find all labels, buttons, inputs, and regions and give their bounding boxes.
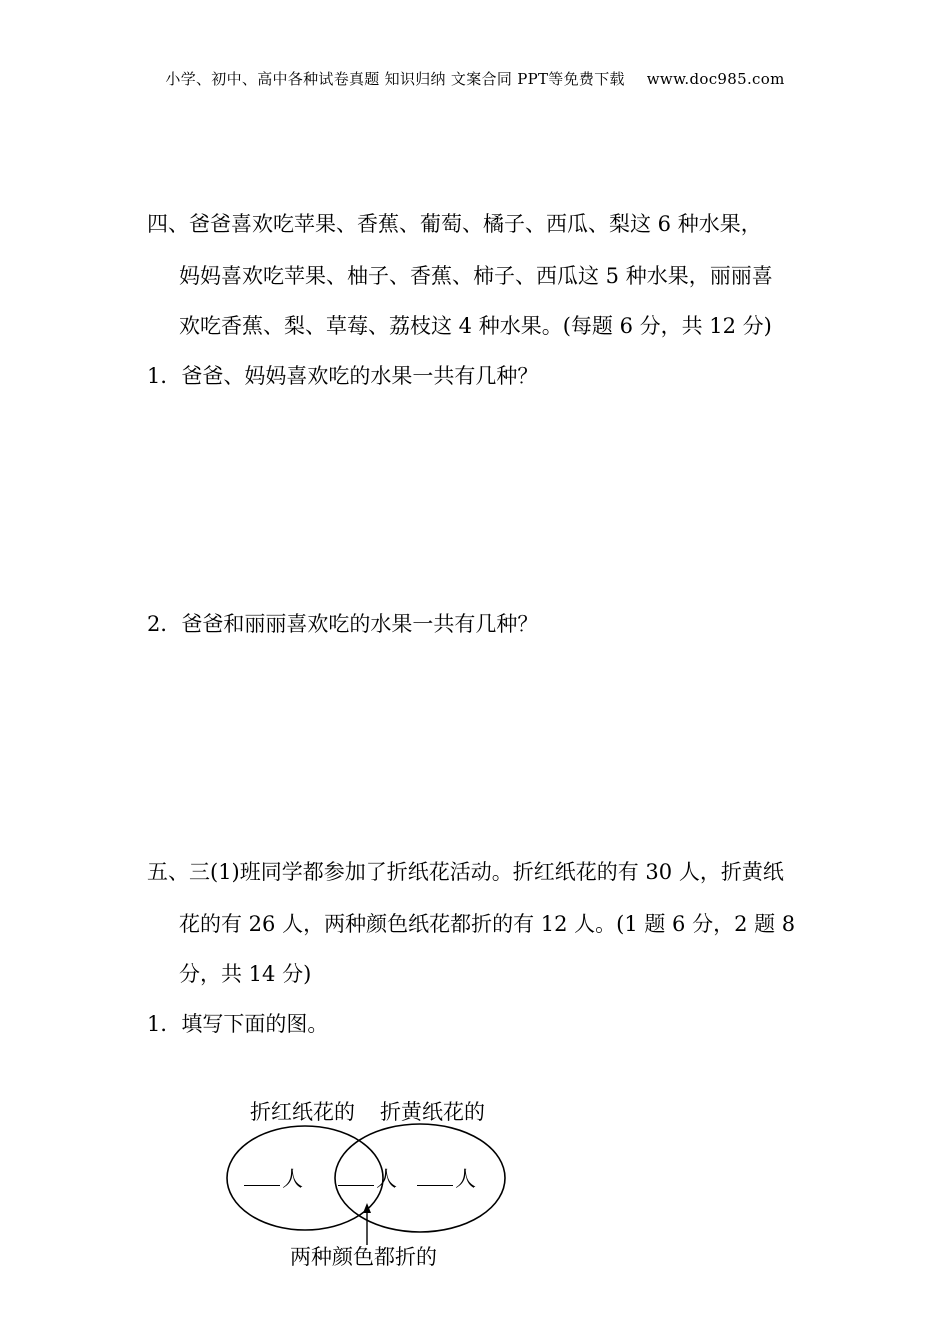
- section4-question-2: 2．爸爸和丽丽喜欢吃的水果一共有几种？: [147, 612, 539, 636]
- section4-line-1: 四、爸爸喜欢吃苹果、香蕉、葡萄、橘子、西瓜、梨这 6 种水果，: [147, 212, 762, 236]
- venn-left-blank[interactable]: [244, 1167, 280, 1186]
- venn-left-region[interactable]: [244, 1167, 303, 1190]
- header-site: www.doc985.com: [646, 70, 785, 88]
- section4-question-1: 1．爸爸、妈妈喜欢吃的水果一共有几种？: [147, 364, 539, 388]
- venn-middle-region[interactable]: [338, 1167, 397, 1190]
- section5-line-2: 花的有 26 人，两种颜色纸花都折的有 12 人。(1 题 6 分，2 题 8: [179, 912, 796, 936]
- venn-left-title: 折红纸花的: [250, 1100, 355, 1124]
- section4-line-2: 妈妈喜欢吃苹果、柚子、香蕉、柿子、西瓜这 5 种水果，丽丽喜: [179, 264, 773, 288]
- section5-question-1: 1．填写下面的图。: [147, 1012, 329, 1036]
- venn-bottom-label: 两种颜色都折的: [290, 1245, 437, 1269]
- page-header: [0, 68, 950, 89]
- section4-line-3: 欢吃香蕉、梨、草莓、荔枝这 4 种水果。(每题 6 分，共 12 分): [179, 314, 772, 338]
- venn-diagram: [220, 1095, 520, 1275]
- header-title: 小学、初中、高中各种试卷真题 知识归纳 文案合同 PPT等免费下载: [165, 70, 625, 88]
- venn-right-blank[interactable]: [417, 1167, 453, 1186]
- section5-line-3: 分，共 14 分): [179, 962, 312, 986]
- venn-right-title: 折黄纸花的: [380, 1100, 485, 1124]
- venn-right-unit: 人: [455, 1167, 476, 1191]
- venn-left-unit: 人: [282, 1167, 303, 1191]
- venn-middle-blank[interactable]: [338, 1167, 374, 1186]
- venn-right-region[interactable]: [417, 1167, 476, 1190]
- venn-middle-unit: 人: [376, 1167, 397, 1191]
- section5-line-1: 五、三(1)班同学都参加了折纸花活动。折红纸花的有 30 人，折黄纸: [147, 860, 784, 884]
